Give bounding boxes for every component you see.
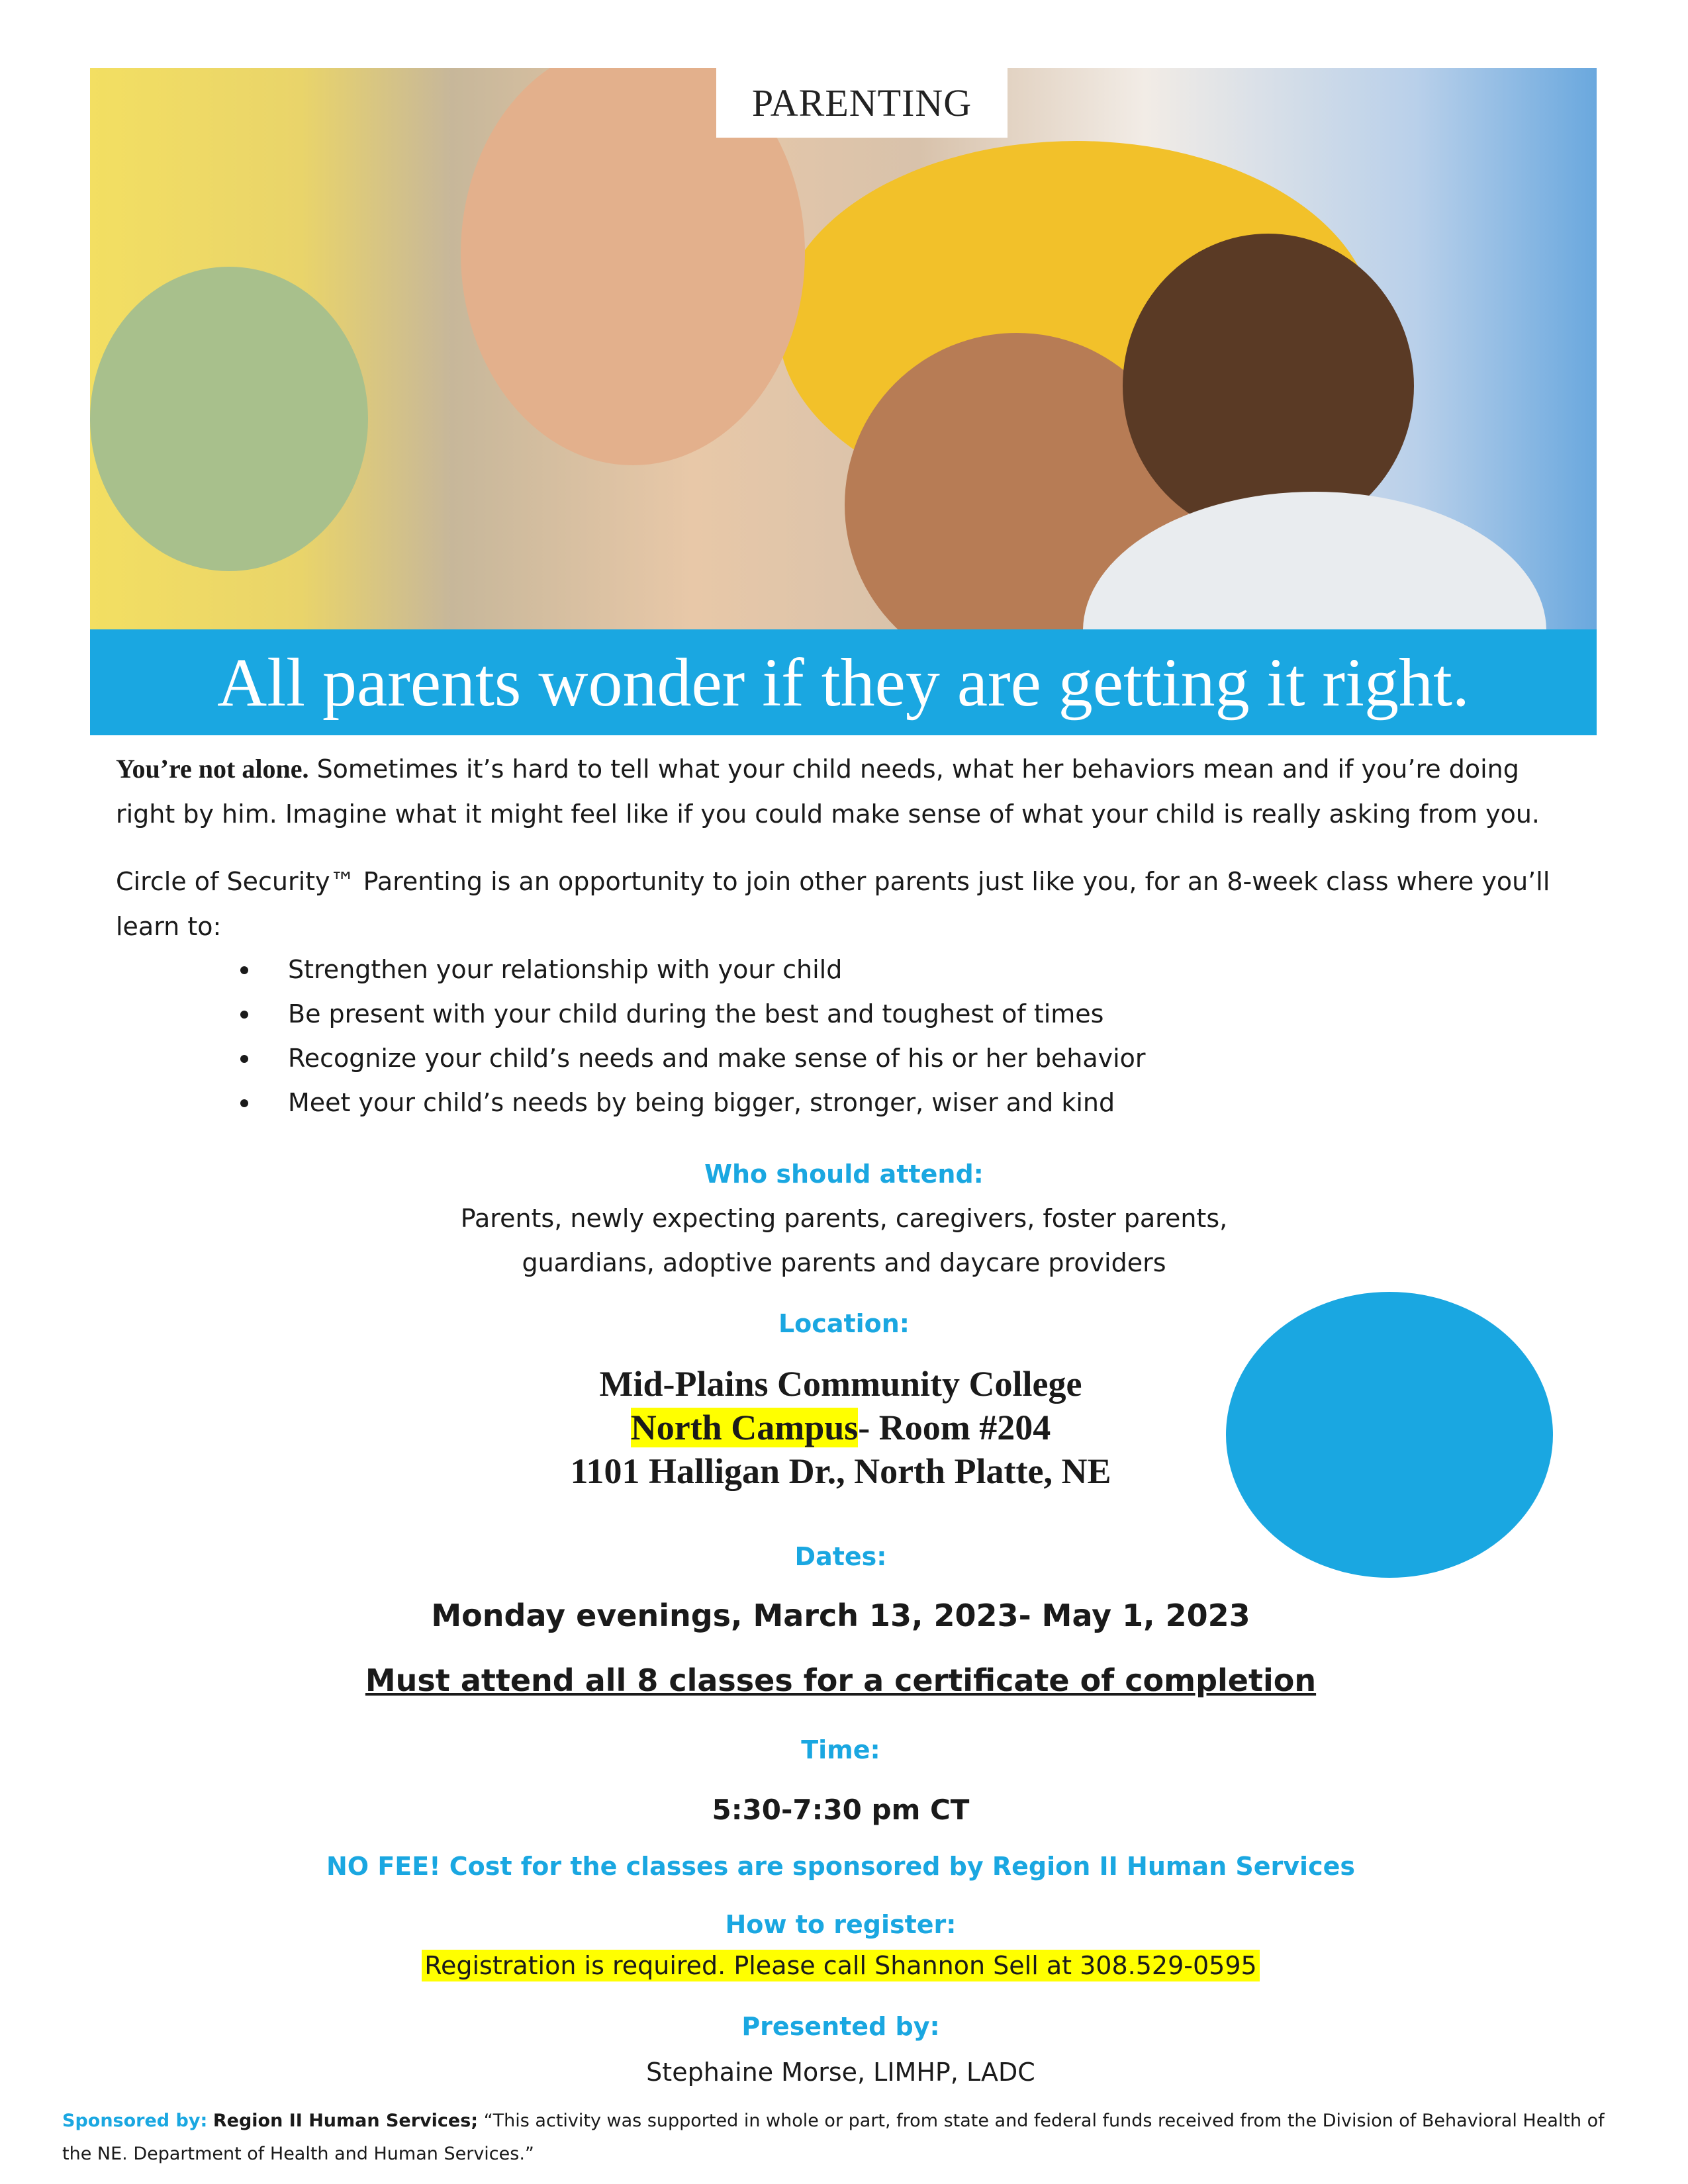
- list-item: Strengthen your relationship with your child: [235, 948, 1146, 992]
- headline-text: All parents wonder if they are getting it right.: [217, 644, 1470, 721]
- location-campus: North Campus: [630, 1408, 859, 1447]
- register-line: [0, 1951, 1681, 1980]
- photo-child-hair-shape: [1123, 234, 1414, 538]
- headline-banner: [90, 629, 1597, 735]
- presenter-name: Stephaine Morse, LIMHP, LADC: [646, 2058, 1035, 2087]
- time-value: 5:30-7:30 pm CT: [712, 1794, 970, 1826]
- category-label-text: PARENTING: [751, 81, 972, 124]
- intro-lead: You’re not alone.: [116, 754, 309, 784]
- list-item: Recognize your child’s needs and make sense of his or her behavior: [235, 1036, 1146, 1081]
- location-address: 1101 Halligan Dr., North Platte, NE: [570, 1451, 1111, 1491]
- sponsor-footer: [62, 2105, 1624, 2171]
- list-item: Meet your child’s needs by being bigger, stronger, wiser and kind: [235, 1081, 1146, 1125]
- register-text: Registration is required. Please call Shannon Sell at 308.529-0595: [422, 1950, 1259, 1981]
- sponsor-label: Sponsored by:: [62, 2111, 208, 2131]
- dates-requirement: Must attend all 8 classes for a certificate of completion: [365, 1662, 1317, 1698]
- list-item: Be present with your child during the best and toughest of times: [235, 992, 1146, 1036]
- location-room: - Room #204: [858, 1408, 1051, 1447]
- attend-line-1: Parents, newly expecting parents, caregivers, foster parents,: [460, 1204, 1228, 1233]
- decorative-blue-circle: [1226, 1292, 1553, 1578]
- photo-bag-shape: [90, 267, 368, 571]
- attend-heading: Who should attend:: [704, 1160, 984, 1189]
- sponsor-text: “This activity was supported in whole or part, from state and federal funds received from the Division of Behavioral Health of the NE. Department of Health and Human Services.”: [62, 2111, 1605, 2164]
- attend-line-2: guardians, adoptive parents and daycare providers: [522, 1248, 1166, 1277]
- location-heading: Location:: [778, 1309, 910, 1338]
- program-description: Circle of Security™ Parenting is an opportunity to join other parents just like you, for an 8-week class where you’ll learn to:: [116, 867, 1550, 941]
- fee-notice: NO FEE! Cost for the classes are sponsored by Region II Human Services: [326, 1852, 1355, 1881]
- category-label: [716, 68, 1008, 138]
- register-heading: How to register:: [725, 1910, 957, 1939]
- dates-range: Monday evenings, March 13, 2023- May 1, 2023: [431, 1598, 1250, 1633]
- intro-paragraph: [116, 747, 1559, 837]
- hero-photo: [90, 68, 1597, 629]
- time-heading: Time:: [801, 1735, 880, 1764]
- sponsor-org: Region II Human Services;: [212, 2111, 479, 2131]
- presenter-heading: Presented by:: [741, 2012, 940, 2041]
- intro-text: Sometimes it’s hard to tell what your child needs, what her behaviors mean and if you’re doing right by him. Imagine what it might feel like if you could make sense of what your child is really asking from you.: [116, 754, 1540, 829]
- benefits-list: [235, 948, 1146, 1125]
- location-college: Mid-Plains Community College: [599, 1364, 1082, 1404]
- dates-heading: Dates:: [794, 1542, 887, 1571]
